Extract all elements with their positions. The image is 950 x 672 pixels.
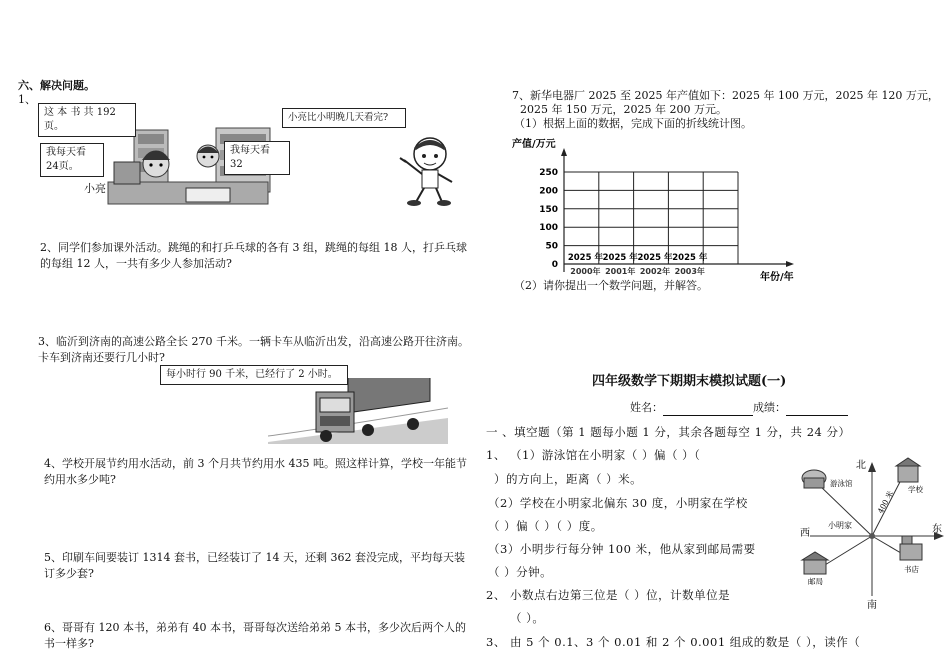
bubble-book-pages: 这 本 书 共 192 页。 (38, 103, 136, 137)
question-2: 2、同学们参加课外活动。跳绳的和打乒乓球的各有 3 组，跳绳的每组 18 人，打乒乓球的每组 12 人，一共有多少人参加活动? (40, 241, 467, 270)
bookstore-icon (900, 536, 922, 560)
direction-map (790, 456, 946, 612)
bubble-xiaoming: 我每天看 32 (224, 141, 290, 175)
x-axis-label: 年份/年 (760, 272, 794, 283)
x-axis-arrow (786, 261, 794, 267)
question-5: 5、印刷车间要装订 1314 套书，已经装订了 14 天，还剩 362 套没完成，平均每天装订多少套? (44, 551, 465, 580)
y-tick-label: 100 (539, 223, 558, 234)
label-xiaoliang: 小亮 (84, 182, 106, 195)
fill-1-line2: ）的方向上，距离（ ）米。 (494, 472, 643, 486)
label-south: 南 (867, 600, 877, 611)
y-tick-label: 200 (539, 186, 558, 197)
question-number: 1、 (18, 93, 36, 106)
question-4: 4、学校开展节约用水活动，前 3 个月共节约用水 435 吨。照这样计算，学校一年能节约用水多少吨? (44, 457, 467, 486)
x-tick-sublabel: 2002年 (639, 267, 671, 276)
exam-title: 四年级数学下期期末模拟试题(一) (592, 374, 787, 389)
truck-picture (268, 378, 448, 447)
score-label: 成绩： (753, 401, 786, 414)
y-tick-label: 50 (545, 241, 558, 252)
school-icon (896, 458, 920, 482)
question-6: 6、哥哥有 120 本书，弟弟有 40 本书，哥哥每次送给弟弟 5 本书，多少次后两个人的书一样多? (44, 621, 466, 650)
label-home: 小明家 (828, 521, 852, 530)
label-distance: 400 米 (875, 489, 896, 515)
label-post: 邮局 (808, 577, 823, 586)
question-7-sub2: （2）请你提出一个数学问题，并解答。 (514, 279, 708, 292)
x-tick-label: 2025 年 (672, 253, 708, 263)
y-tick-label: 0 (551, 260, 558, 270)
x-tick-sublabel: 2003年 (674, 267, 705, 276)
part-1-heading: 一 、填空题（第 1 题每小题 1 分，其余各题每空 1 分，共 24 分） (486, 425, 851, 439)
label-pool: 游泳馆 (830, 479, 853, 488)
label-west: 西 (800, 528, 810, 539)
y-tick-label: 250 (539, 168, 558, 178)
fill-1-line6: （ ）分钟。 (488, 565, 553, 579)
fill-1-line3: （2）学校在小明家北偏东 30 度，小明家在学校 (488, 496, 748, 510)
question-7-line2: 2025 年 150 万元，2025 年 200 万元。 (520, 103, 727, 116)
name-blank[interactable] (663, 403, 753, 416)
label-bookstore: 书店 (904, 565, 919, 574)
bubble-truck-speed: 每小时行 90 千米，已经行了 2 小时。 (160, 365, 348, 385)
fill-2-line2: （ ）。 (510, 611, 545, 625)
question-7-sub1: （1）根据上面的数据，完成下面的折线统计图。 (514, 117, 752, 130)
pirate-kid-picture (392, 130, 464, 209)
name-score-line (630, 400, 848, 416)
fill-1-line5: （3）小明步行每分钟 100 米，他从家到邮局需要 (488, 542, 756, 556)
bubble-question: 小亮比小明晚几天看完? (282, 108, 406, 128)
y-axis-label: 产值/万元 (512, 139, 556, 150)
post-office-icon (802, 552, 828, 574)
x-tick-label: 2025 年 (637, 253, 673, 263)
score-blank[interactable] (786, 403, 848, 416)
label-north: 北 (856, 460, 866, 471)
fill-1-line1: 1、 （1）游泳馆在小明家（ ）偏（ ）（ (486, 448, 701, 462)
home-dot (869, 533, 875, 539)
section-title: 六、解决问题。 (18, 79, 95, 92)
question-7-line1: 7、新华电器厂 2025 至 2025 年产值如下：2025 年 100 万元，2025 年 120 万元， (512, 89, 939, 102)
x-tick-sublabel: 2001年 (605, 267, 636, 276)
fill-1-line4: （ ）偏（ ）（ ）度。 (488, 519, 603, 533)
line-chart (506, 132, 816, 288)
bubble-xiaoliang: 我每天看 24页。 (40, 143, 104, 177)
x-tick-sublabel: 2000年 (570, 267, 601, 276)
label-east: 东 (932, 524, 942, 535)
name-label: 姓名： (630, 401, 663, 414)
pool-icon (802, 470, 826, 488)
question-3: 3、临沂到济南的高速公路全长 270 千米。一辆卡车从临沂出发，沿高速公路开往济南。卡车到济南还要行几小时? (38, 335, 469, 364)
y-tick-label: 150 (539, 204, 558, 215)
x-tick-label: 2025 年 (602, 253, 638, 263)
y-axis-arrow (561, 148, 567, 156)
fill-2-line1: 2、 小数点右边第三位是（ ）位，计数单位是 (486, 588, 731, 602)
label-school: 学校 (908, 485, 923, 494)
x-tick-label: 2025 年 (567, 253, 603, 263)
fill-3-line1: 3、 由 5 个 0.1、3 个 0.01 和 2 个 0.001 组成的数是（ ），读作（ (486, 635, 861, 649)
